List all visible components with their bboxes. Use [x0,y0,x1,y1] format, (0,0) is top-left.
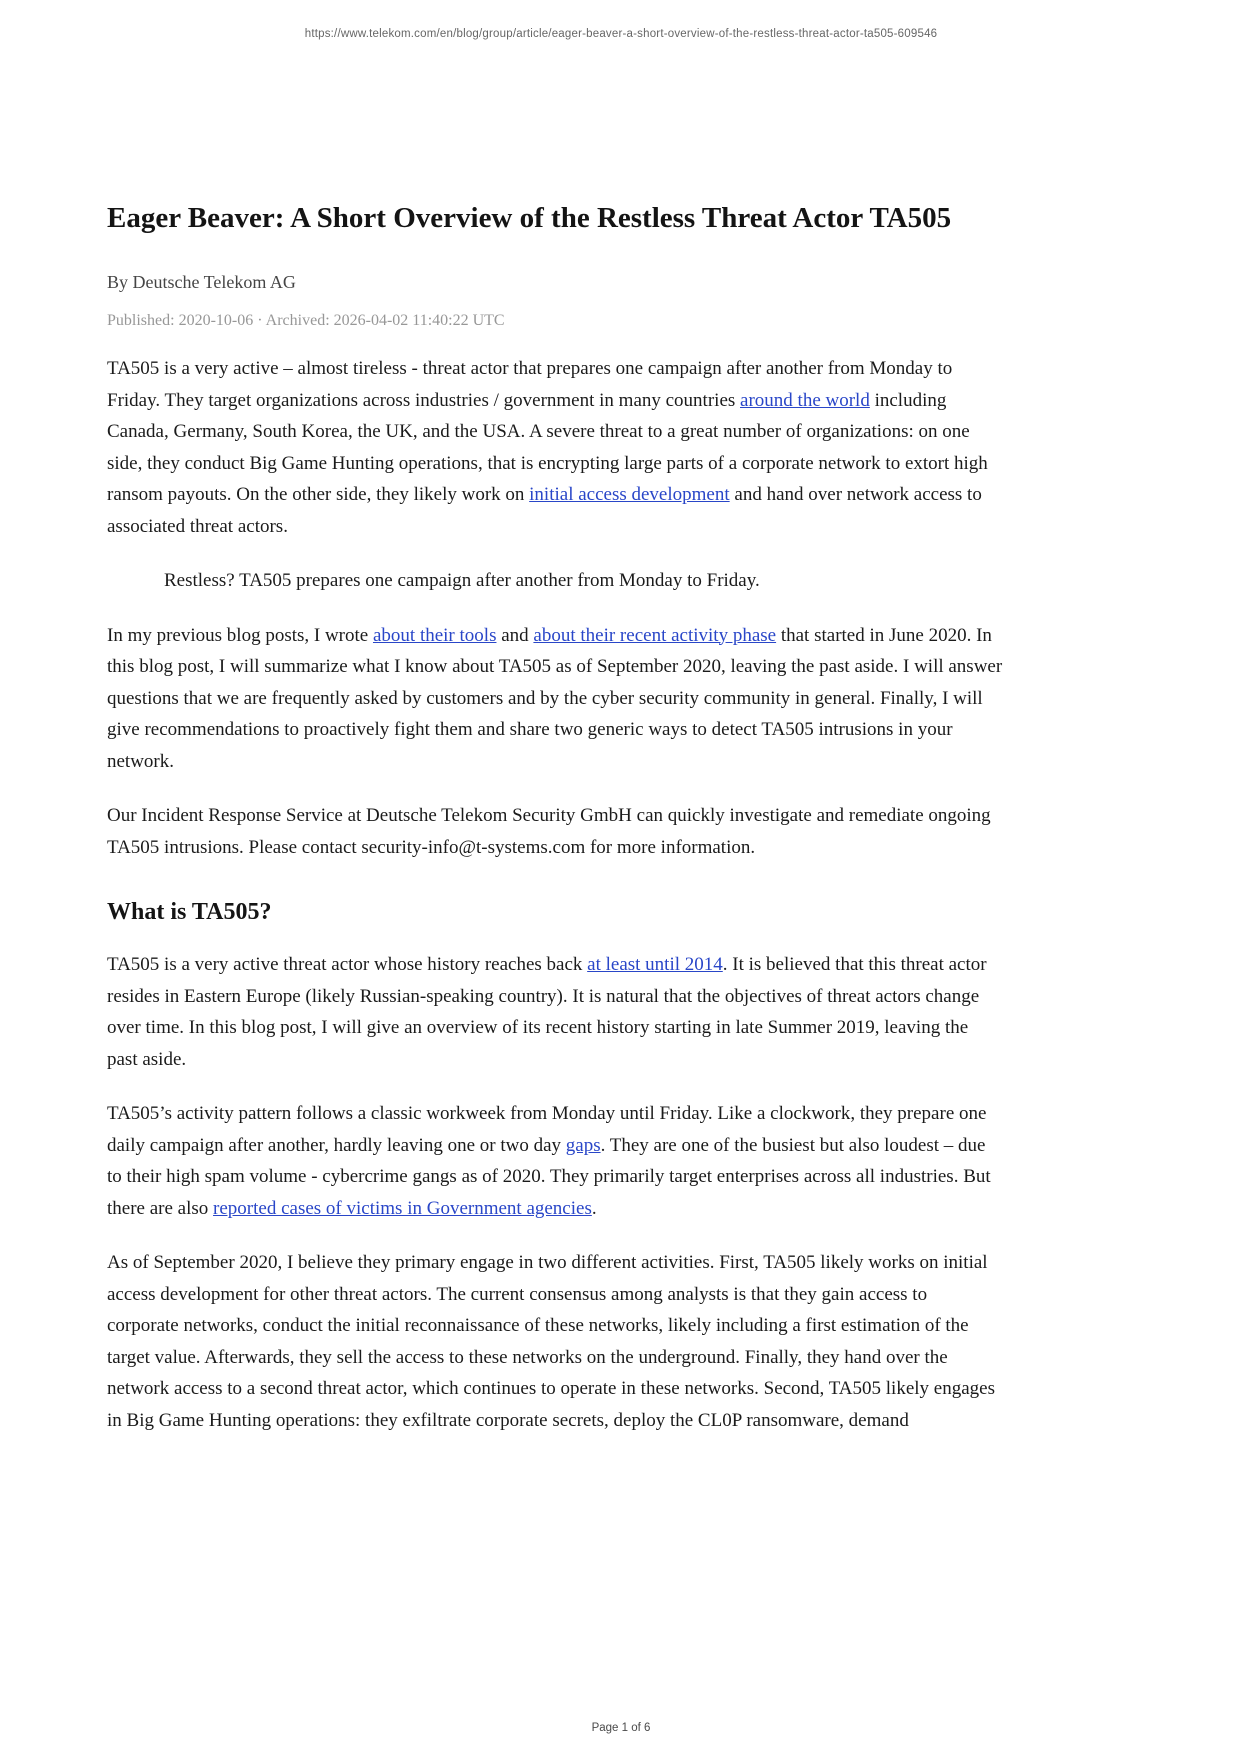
paragraph-previous-posts: In my previous blog posts, I wrote about their tools and about their recent activity phase that started in June 2020. In this blog post, I will summarize what I know about TA505 as of September 2020, leaving the past aside. I will answer questions that we are frequently asked by customers and by the cyber security community in general. Finally, I will give recommendations to proactively fight them and share two generic ways to detect TA505 intrusions in your network. [107,624,1003,772]
inline-link[interactable]: reported cases of victims in Government agencies [213,1197,592,1219]
page-number: Page 1 of 6 [591,1722,651,1734]
article-meta: Published: 2020-10-06 · Archived: 2026-04-02 11:40:22 UTC [107,312,505,329]
inline-link[interactable]: around the world [740,389,870,411]
paragraph-history: TA505 is a very active threat actor whose history reaches back at least until 2014. It is believed that this threat actor resides in Eastern Europe (likely Russian-speaking country). It is natural that the objectives of threat actors change over time. In this blog post, I will give an overview of its recent history starting in late Summer 2019, leaving the past aside. [107,954,987,1070]
paragraph-intro: TA505 is a very active – almost tireless - threat actor that prepares one campaign after another from Monday to Friday. They target organizations across industries / government in many countries around the world including Canada, Germany, South Korea, the UK, and the USA. A severe threat to a great number of organizations: on one side, they conduct Big Game Hunting operations, that is encrypting large parts of a corporate network to extort high ransom payouts. On the other side, they likely work on initial access development and hand over network access to associated threat actors. [107,358,988,537]
article-byline: By Deutsche Telekom AG [107,272,296,292]
paragraph-incident-response: Our Incident Response Service at Deutsche Telekom Security GmbH can quickly investigate and remediate ongoing TA505 intrusions. Please contact security-info@t-systems.com for more information. [107,805,991,858]
paragraph-two-activities: As of September 2020, I believe they primary engage in two different activities. First, TA505 likely works on initial access development for other threat actors. The current consensus among analysts is that they gain access to corporate networks, conduct the initial reconnaissance of these networks, likely including a first estimation of the target value. Afterwards, they sell the access to these networks on the underground. Finally, they hand over the network access to a second threat actor, which continues to operate in these networks. Second, TA505 likely engages in Big Game Hunting operations: they exfiltrate corporate secrets, deploy the CL0P ransomware, demand [107,1252,995,1431]
print-header-url: https://www.telekom.com/en/blog/group/article/eager-beaver-a-short-overview-of-the-restless-threat-actor-ta505-609546 [304,28,938,40]
inline-link[interactable]: about their tools [372,624,497,646]
section-heading-what-is-ta505: What is TA505? [107,899,272,925]
inline-link[interactable]: initial access development [529,484,730,505]
paragraph-activity-pattern: TA505’s activity pattern follows a classic workweek from Monday until Friday. Like a clockwork, they prepare one daily campaign after another, hardly leaving one or two day gaps. They are one of the busiest but also loudest – due to their high spam volume - cybercrime gangs as of 2020. They primarily target enterprises across all industries. But there are also reported cases of victims in Government agencies. [107,1103,991,1219]
article-content [107,0,1003,1436]
inline-link[interactable]: gaps [565,1134,601,1156]
inline-link[interactable]: about their recent activity phase [533,624,777,646]
inline-link[interactable]: at least until 2014 [587,954,723,975]
article-title: Eager Beaver: A Short Overview of the Restless Threat Actor TA505 [107,202,952,234]
figure-caption: Restless? TA505 prepares one campaign after another from Monday to Friday. [164,570,760,591]
